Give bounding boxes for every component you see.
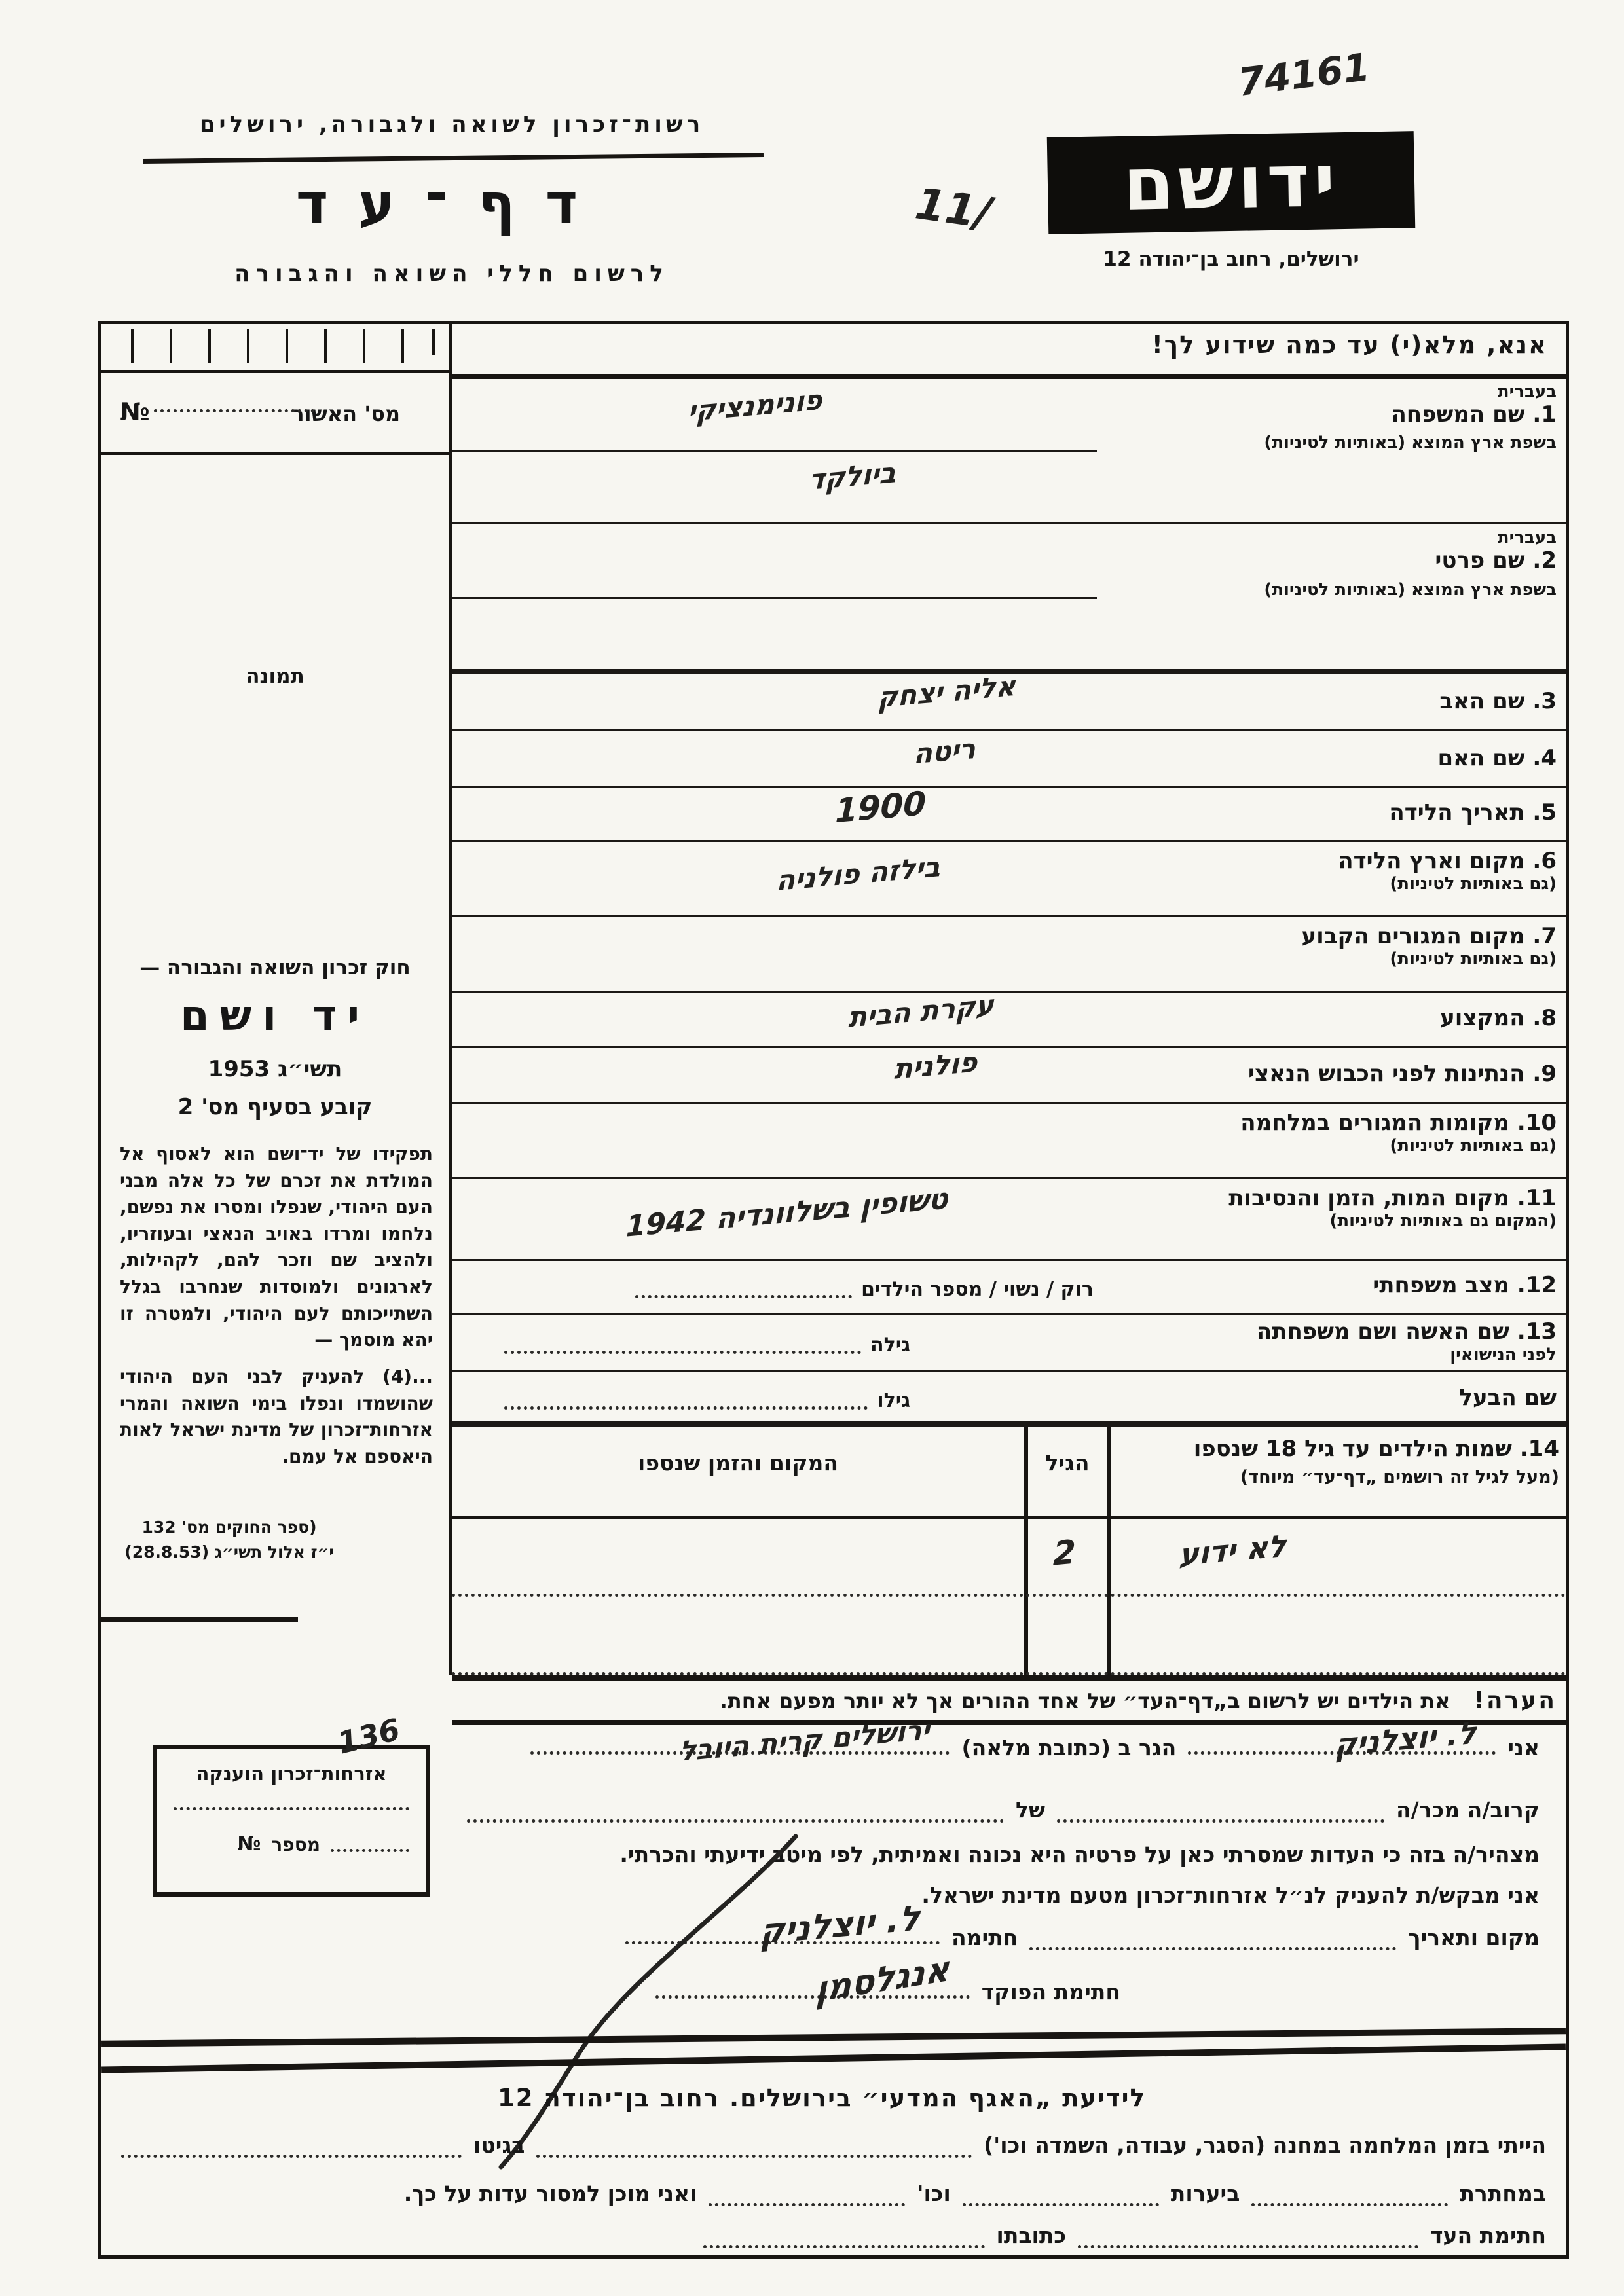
instruction-rule [452, 374, 1566, 379]
address-handwritten: ירושלים קרית היובל [679, 1713, 931, 1768]
field-4-label: 4. שם האם [1437, 745, 1557, 771]
citizenship-box-line [174, 1807, 409, 1810]
field-5-label: 5. תאריך הלידה [1389, 799, 1557, 826]
marital-line [635, 1295, 852, 1298]
relative-label: קרוב/ה מכר/ה [1396, 1797, 1540, 1823]
his-age-line [504, 1406, 868, 1410]
field-1-pre: בעברית [1497, 382, 1557, 401]
field-8-label: 8. המקצוע [1440, 1005, 1557, 1031]
camps-row [119, 2132, 1546, 2158]
authority-name: רשות־זכרון לשואה ולגבורה, ירושלים [199, 111, 705, 137]
field-11-sub: (המקום גם באותיות לטיניות) [1329, 1211, 1557, 1231]
child-row-1 [452, 1518, 1566, 1597]
fill-instruction: אנא, מלא(י) עד כמה שידוע לך! [1151, 331, 1547, 359]
etc-line [709, 2203, 905, 2206]
place-column-header: המקום והזמן שנספו [638, 1450, 838, 1476]
field-permanent-residence [452, 917, 1566, 993]
field-husband-name [452, 1372, 1566, 1427]
declarant-signature: ל. יוצלניק [759, 1899, 921, 1952]
underground-row [119, 2181, 1546, 2206]
field-14-sub: (מעל לגיל זה רושמים „דף־עד״ מיוחד) [1240, 1467, 1559, 1487]
law-citation-1: (ספר החוקים מס' 132 [141, 1518, 317, 1537]
testimony-form [98, 321, 1569, 2259]
field-7-label: 7. מקום המגורים הקבוע [1301, 923, 1557, 949]
field-3-label: 3. שם האב [1439, 688, 1557, 714]
signature-label: חתימה [951, 1925, 1018, 1950]
forests-line [963, 2203, 1159, 2206]
declarant-name-handwritten: ל. יוצלניק [1334, 1715, 1477, 1763]
field-profession [452, 989, 1566, 1048]
witness-signature-label: חתימת העד [1430, 2223, 1546, 2248]
field-11-label: 11. מקום המות, הזמן והנסיבות [1228, 1185, 1557, 1211]
citizenship-number-line [331, 1849, 409, 1852]
field-2-label: 2. שם פרטי [1435, 547, 1557, 574]
field-birth-date [452, 784, 1566, 842]
field-father-name [452, 669, 1566, 731]
law-body-2: ‏...(4) להעניק לבני העם היהודי שהושמדו ונפלו בימי השואה והמרי אזרחות־זכרון של מדינת ישראל לאות היאספם אל עמם. [120, 1366, 433, 1467]
approval-number-sign: № [120, 397, 150, 426]
approval-rule [101, 452, 449, 455]
field-1-label: 1. שם המשפחה [1391, 401, 1557, 428]
forests-label: ביערות [1170, 2181, 1240, 2206]
resident-label: הגר ב (כתובת מלאה) [961, 1735, 1177, 1760]
field-birth-place [452, 842, 1566, 917]
relative-line [1057, 1819, 1384, 1823]
ghetto-label: בגיטו [473, 2132, 525, 2158]
field-1-sub: בשפת ארץ המוצא (באותיות לטיניות) [1264, 433, 1557, 453]
underground-label: במחתרת [1460, 2181, 1546, 2206]
photo-placeholder-label: תמונה [246, 665, 304, 688]
field-2-pre: בעברית [1497, 528, 1557, 547]
note-label: הערה! [1473, 1687, 1557, 1714]
field-nationality [452, 1048, 1566, 1104]
logo-address: ירושלים, רחוב בן־יהודה 12 [1103, 247, 1359, 271]
age-column-header: הגיל [1045, 1450, 1090, 1476]
citizenship-number-label: מספר [271, 1834, 320, 1855]
law-citation-2: י״ז אלול תשי״ג (28.8.53) [124, 1542, 334, 1561]
header-rule [143, 153, 764, 164]
field-9-label: 9. הנתינות לפני הכבוש הנאצי [1247, 1061, 1557, 1087]
field-6-label: 6. מקום וארץ הלידה [1338, 848, 1557, 874]
field-13-label: 13. שם האשה ושם משפחתה [1256, 1319, 1557, 1345]
file-number-handwritten: 74161 [1235, 44, 1373, 105]
page-subtitle: לרשום חללי השואה והגבורה [234, 261, 669, 287]
profession-value: עקרת הבית [847, 989, 995, 1034]
address-number-handwritten: 136 [333, 1711, 404, 1761]
child-1-name: לא ידוע [1178, 1527, 1287, 1573]
field-7-sub: (גם באותיות לטיניות) [1390, 949, 1557, 970]
law-name: יד ושם [180, 992, 370, 1040]
father-name-value: אליה יצחק [877, 669, 1016, 714]
field-12-label: 12. מצב משפחתי [1373, 1272, 1557, 1298]
witness-address-label: כתובתו [996, 2223, 1067, 2248]
family-name-value: פונימנציקי [687, 383, 822, 428]
approval-number-line [154, 409, 314, 412]
yad-vashem-logo: ידושם [1047, 131, 1415, 234]
field-6-sub: (גם באותיות לטיניות) [1390, 874, 1557, 894]
field-10-label: 10. מקומות המגורים במלחמה [1240, 1110, 1557, 1136]
place-date-line [1029, 1947, 1396, 1950]
of-label: של [1016, 1797, 1045, 1823]
pen-stroke [455, 1830, 848, 2170]
field-wartime-residence [452, 1104, 1566, 1179]
her-age-label: גילה [870, 1334, 910, 1357]
law-section: קובע בסעיף מס' 2 [177, 1094, 373, 1120]
handwritten-mark: /11 [912, 178, 995, 239]
declaration-line-2 [455, 1797, 1540, 1823]
field-death-place [452, 1179, 1566, 1261]
law-title: חוק זכרון השואה והגבורה — [139, 956, 411, 979]
her-age-line [504, 1351, 861, 1354]
page-title: דף־עד [295, 172, 608, 236]
law-body: תפקידו של יד־ושם הוא לאסוף אל המולדת את זכרם של כל אלה מבני העם היהודי, שנפלו ומסרו את נפשם, נלחמו ומרדו באויב הנאצי ובעוזריו, ולהציב שם וזכר להם, לקהילות, לארגונים ולמוסדות שנחרבו בגלל השתייכותם לעם היהודי, ולמטרה זו יהא מוסמך — [120, 1143, 433, 1351]
husband-label: שם הבעל [1459, 1385, 1557, 1411]
field-10-sub: (גם באותיות לטיניות) [1390, 1136, 1557, 1156]
camps-line [536, 2155, 972, 2158]
field-first-name [452, 524, 1566, 674]
official-signature: אנגלסמן [815, 1949, 950, 2011]
field-2-sub: בשפת ארץ המוצא (באותיות לטיניות) [1264, 580, 1557, 600]
mother-name-value: ריטה [913, 732, 976, 771]
field-wife-name [452, 1315, 1566, 1372]
i-label: אני [1507, 1735, 1540, 1760]
camps-label: הייתי בזמן המלחמה במחנה (הסגר, עבודה, השמדה וכו') [984, 2132, 1546, 2158]
field-marital-status [452, 1261, 1566, 1315]
answer-line [452, 597, 1097, 599]
citizenship-granted-box [153, 1745, 430, 1897]
tick-strip [101, 324, 449, 373]
child-row-2 [452, 1597, 1566, 1675]
death-place-value: טשופין בשלוונדיה 1942 [625, 1182, 949, 1244]
citizenship-request: אני מבקש/ת להעניק לנ״ל אזרחות־זכרון מטעם מדינת ישראל. [921, 1882, 1540, 1908]
field-14-label: 14. שמות הילדים עד גיל 18 שנספו [1193, 1436, 1559, 1462]
family-name-latin-value: ביולקד [808, 456, 896, 496]
witness-address-line [703, 2245, 985, 2248]
children-table [452, 1427, 1566, 1675]
nationality-value: פולנית [893, 1046, 978, 1085]
place-date-label: מקום ותאריך [1408, 1925, 1540, 1950]
citizenship-number-sign: № [237, 1832, 261, 1855]
underground-line [1251, 2203, 1448, 2206]
ghetto-line [121, 2155, 462, 2158]
law-year: תשי״ג 1953 [208, 1056, 342, 1082]
official-signature-label: חתימת הפוקד [981, 1979, 1120, 2005]
note-text: את הילדים יש לרשום ב„דף־העד״ של אחד ההורים אך לא יותר מפעם אחת. [719, 1688, 1450, 1713]
etc-label: וכו' [917, 2181, 951, 2206]
field-13-sub: לפני הנישואין [1450, 1345, 1557, 1365]
field-family-name [452, 379, 1566, 524]
scientific-division-heading: לידיעת „האגף המדעי״ בירושלים. רחוב בן־יהודה 12 [498, 2084, 1146, 2112]
note-row [452, 1675, 1566, 1725]
marital-options: רוק / נשוי / מספר הילדים [861, 1278, 1094, 1301]
sidebar-short-rule [101, 1617, 298, 1622]
approval-number-label: מס' האשור [291, 401, 400, 426]
his-age-label: גילו [877, 1389, 910, 1412]
child-1-age: 2 [1052, 1533, 1077, 1573]
willing-label: ואני מוכן למסור עדות על כך. [403, 2181, 697, 2206]
birth-date-value: 1900 [834, 784, 927, 831]
witness-row [692, 2223, 1546, 2248]
birth-place-value: בילזה פולניה [776, 850, 941, 898]
citizenship-box-title: אזרחות־זכרון הוענקה [196, 1762, 387, 1785]
of-line [467, 1819, 1004, 1823]
declaration-line-1 [519, 1713, 1540, 1768]
declaration-statement: מצהיר/ה בזה כי העדות שמסרתי כאן על פרטיה היא נכונה ואמיתית, לפי מיטב ידיעתי והכרתי. [619, 1842, 1540, 1867]
answer-line [452, 450, 1097, 452]
witness-signature-line [1078, 2245, 1418, 2248]
field-mother-name [452, 731, 1566, 788]
